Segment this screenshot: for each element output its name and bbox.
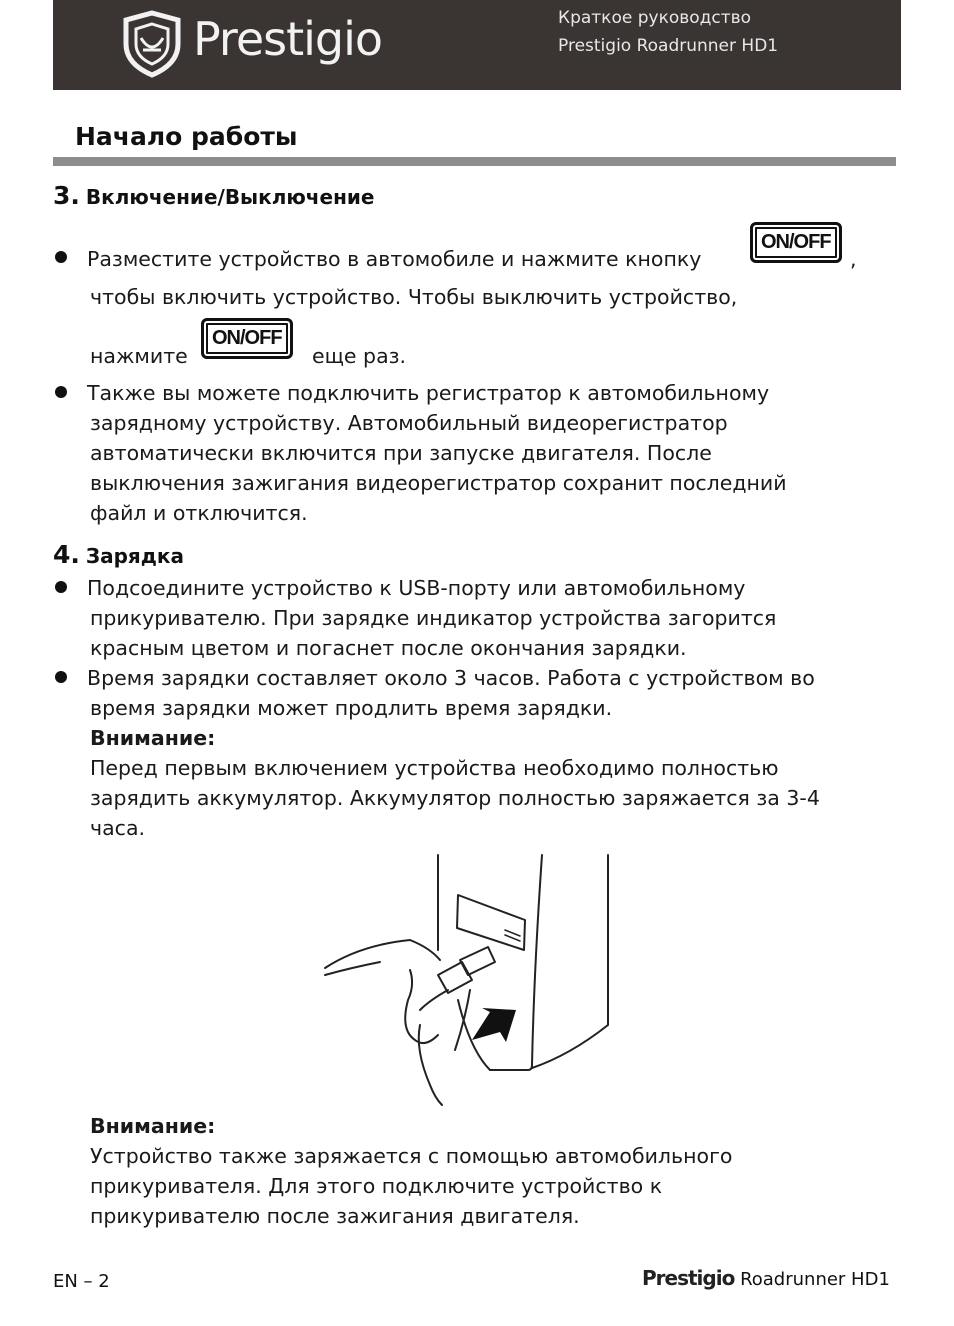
device-edge-right	[532, 855, 608, 1068]
section-3-heading	[53, 181, 375, 210]
s4-note-line: зарядить аккумулятор. Аккумулятор полностью заряжается за 3-4	[90, 786, 820, 810]
bullet-icon	[55, 386, 67, 398]
footer-model: Roadrunner HD1	[740, 1269, 890, 1290]
s4-b1-line: красным цветом и погаснет после окончания зарядки.	[90, 636, 687, 660]
insert-direction-arrow-icon	[472, 1008, 516, 1042]
s3-b2-line: выключения зажигания видеорегистратор сохранит последний	[90, 471, 787, 495]
header-subtitle	[558, 4, 778, 60]
s3-b1-line1	[87, 244, 701, 274]
s4-note-line: Перед первым включением устройства необходимо полностью	[90, 756, 779, 780]
s3-b2-paragraph	[87, 378, 787, 528]
s4-b2-line: Время зарядки составляет около 3 часов. Работа с устройством во	[87, 666, 815, 690]
s3-b1-comma: ,	[850, 247, 857, 271]
s3-b2-line: зарядному устройству. Автомобильный видеорегистратор	[90, 411, 728, 435]
header-subtitle-line1: Краткое руководство	[558, 8, 752, 28]
footer-brand	[642, 1266, 890, 1290]
s4-b2-paragraph	[87, 663, 820, 843]
page-number: EN – 2	[53, 1271, 110, 1292]
s3-b1-text1: Разместите устройство в автомобиле и нажмите кнопку	[87, 247, 702, 271]
s3-b1-line3b: еще раз.	[312, 344, 407, 368]
onoff-button-illustration-2	[201, 318, 293, 359]
section-3-title: Включение/Выключение	[85, 185, 375, 209]
section-3-number: 3.	[53, 181, 80, 210]
onoff-button-illustration-1	[750, 222, 842, 263]
note2-line: прикуривателю после зажигания двигателя.	[90, 1204, 580, 1228]
onoff-button-label-2: ON/OFF	[201, 318, 293, 359]
bullet-icon	[55, 671, 67, 683]
device-edge-front	[490, 855, 542, 1070]
s4-b1-paragraph	[87, 573, 776, 663]
usb-connector-body	[438, 962, 472, 993]
usb-charging-illustration	[320, 850, 620, 1110]
s3-b1-line3a: нажмите	[90, 344, 188, 368]
footer-logo-text: Prestigio	[642, 1266, 735, 1290]
s3-b1-line2: чтобы включить устройство. Чтобы выключить устройство,	[90, 285, 738, 309]
s3-b2-line: автоматически включится при запуске двигателя. После	[90, 441, 712, 465]
s3-b2-line: файл и отключится.	[90, 501, 308, 525]
page-title: Начало работы	[75, 122, 298, 151]
note2-line: прикуривателя. Для этого подключите устройство к	[90, 1174, 663, 1198]
section-4-title: Зарядка	[85, 544, 184, 568]
s3-b2-line: Также вы можете подключить регистратор к автомобильному	[87, 381, 770, 405]
hand-thumb	[405, 970, 438, 1043]
hand-upper-edge	[325, 940, 440, 968]
device-label-plate	[457, 895, 525, 950]
title-divider	[53, 157, 896, 166]
s4-note-label: Внимание:	[90, 726, 216, 750]
header-subtitle-line2: Prestigio Roadrunner HD1	[558, 36, 779, 56]
note2-line: Устройство также заряжается с помощью автомобильного	[90, 1144, 733, 1168]
usb-plug	[460, 947, 495, 975]
section-4-heading	[53, 540, 184, 569]
s4-note-line: часа.	[90, 816, 146, 840]
s4-b2-line: время зарядки может продлить время зарядки.	[90, 696, 613, 720]
note2-block	[90, 1111, 732, 1231]
note2-label: Внимание:	[90, 1114, 216, 1138]
section-4-number: 4.	[53, 540, 80, 569]
brand-logo-text: Prestigio	[193, 12, 383, 66]
s4-b1-line: прикуривателю. При зарядке индикатор устройства загорится	[90, 606, 777, 630]
prestigio-shield-logo-icon	[121, 10, 183, 78]
s4-b1-line: Подсоедините устройство к USB-порту или автомобильному	[87, 576, 746, 600]
header-bar	[53, 0, 901, 90]
bullet-icon	[55, 251, 67, 263]
bullet-icon	[55, 581, 67, 593]
hand-lower-edge	[419, 1025, 442, 1105]
onoff-button-label-1: ON/OFF	[750, 222, 842, 263]
